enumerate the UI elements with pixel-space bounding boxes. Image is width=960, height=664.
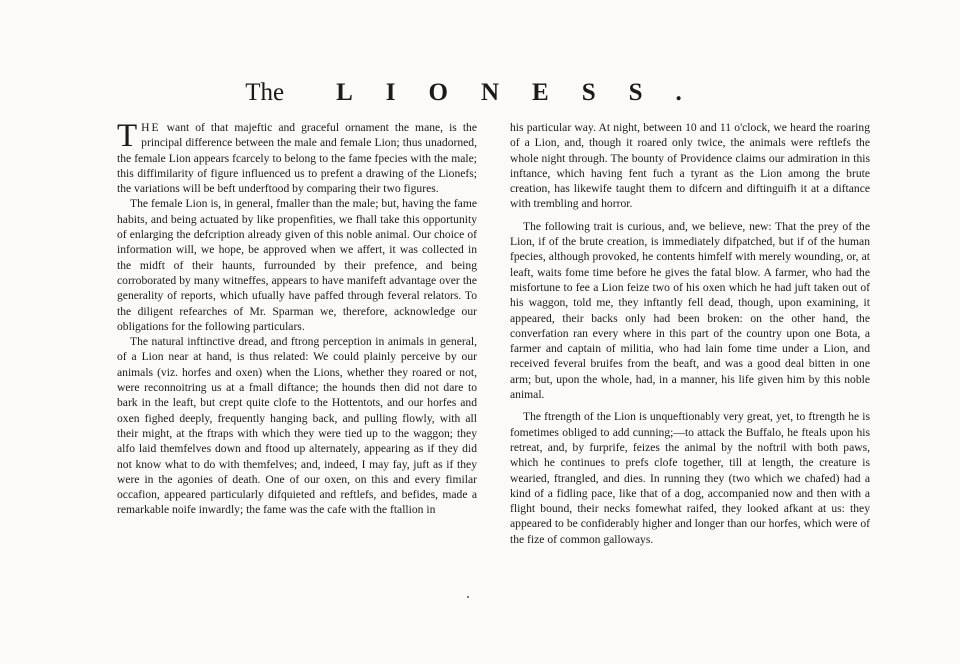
paragraph-2: The female Lion is, in general, fmaller than the male; but, having the fame habits, and being actuated by like propenfities, we fhall take this opportunity of enlarging the defcription already given of this noble animal. Our choice of information will, we hope, be approved when we affert, it was collected in the midft of their haunts, furrounded by their prefence, and being corroborated by many witneffes, appears to have manifeft advantage over the generality of reports, which ufually have paffed through feveral relators. To the diligent refearches of Mr. Sparman we, therefore, acknowledge our obligations for the following particulars. <box>117 197 477 333</box>
paragraph-3: The natural inftinctive dread, and ftrong perception in animals in general, of a Lion near at hand, is thus related: We could plainly perceive by our animals (viz. horfes and oxen) when the Lions, whether they roared or not, were reconnoitring us at a fmall diftance; the hounds then did not dare to bark in the leaft, but crept quite clofe to the Hottentots, and our horfes and oxen fighed deeply, frequently hanging back, and pulling flowly, with all their might, at the ftraps with which they were tied up to the waggon; they alfo laid themfelves down and ftood up alternately, appearing as if they did not know what to do with themfelves; and, indeed, I may fay, juft as if they were in the agonies of death. One of our oxen, on this and every fimilar occafion, appeared particularly difquieted and reftlefs, and befides, made a remarkable noife inwardly; the fame was the cafe with the ftallion in <box>117 335 477 517</box>
paragraph-1-text: want of that majeftic and graceful ornament the mane, is the principal difference between the male and female Lion; thus unadorned, the female Lion appears fcarcely to belong to the fame fpecies with the male; this diffimilarity of figure influenced us to prefent a drawing of the Lionefs; the variations will be beft underftood by comparing their two figures. <box>117 121 477 196</box>
left-column <box>117 120 477 518</box>
right-column <box>510 120 870 547</box>
paragraph-6: The ftrength of the Lion is unqueftionably very great, yet, to ftrength he is fometimes obliged to add cunning;—to attack the Buffalo, he fteals upon his retreat, and, by furprife, feizes the animal by the noftril with both paws, which he continues to prefs clofe together, till at length, the creature is wearied, ftrangled, and dies. In running they (two which we chafed) had a kind of a fidling pace, like that of a dog, accompanied now and then with a flight bound, their necks fomewhat raifed, they looked afkant at us: they appeared to be confiderably higher and longer than our horfes, which were of the fize of common galloways. <box>510 410 870 546</box>
paragraph-5: The following trait is curious, and, we believe, new: That the prey of the Lion, if of the brute creation, is immediately difpatched, but if of the human fpecies, although provoked, he contents himfelf with merely wounding, or, at leaft, waits fome time before he gives the fatal blow. A farmer, who had the misfortune to fee a Lion feize two of his oxen which he had juft taken out of his waggon, told me, they inftantly fell dead, though, upon examining, it appeared, their backs only had been broken: on the other hand, the converfation ran every where in this part of the country upon one Bota, a farmer and captain of militia, who had lain fome time under a Lion, and received feveral bruifes from the beaft, and was a good deal bitten in one arm; but, upon the whole, had, in a manner, his life given him by this noble animal. <box>510 219 870 402</box>
title-name: LIONESS. <box>336 78 715 106</box>
paragraph-1 <box>117 120 477 196</box>
drop-cap-rest: HE <box>141 121 161 134</box>
drop-cap: T <box>117 118 138 154</box>
paragraph-4: his particular way. At night, between 10 and 11 o'clock, we heard the roaring of a Lion, and, though it roared only twice, the animals were reftlefs the whole night through. The bounty of Providence claims our admiration in this inftance, which having fent fuch a tyrant as the Lion among the brute creation, has likewife taught them to difcern and diftinguifh it at a diftance with trembling and horror. <box>510 121 870 211</box>
page-mark <box>467 596 469 598</box>
title-article: The <box>245 78 285 106</box>
page-title <box>0 77 960 109</box>
